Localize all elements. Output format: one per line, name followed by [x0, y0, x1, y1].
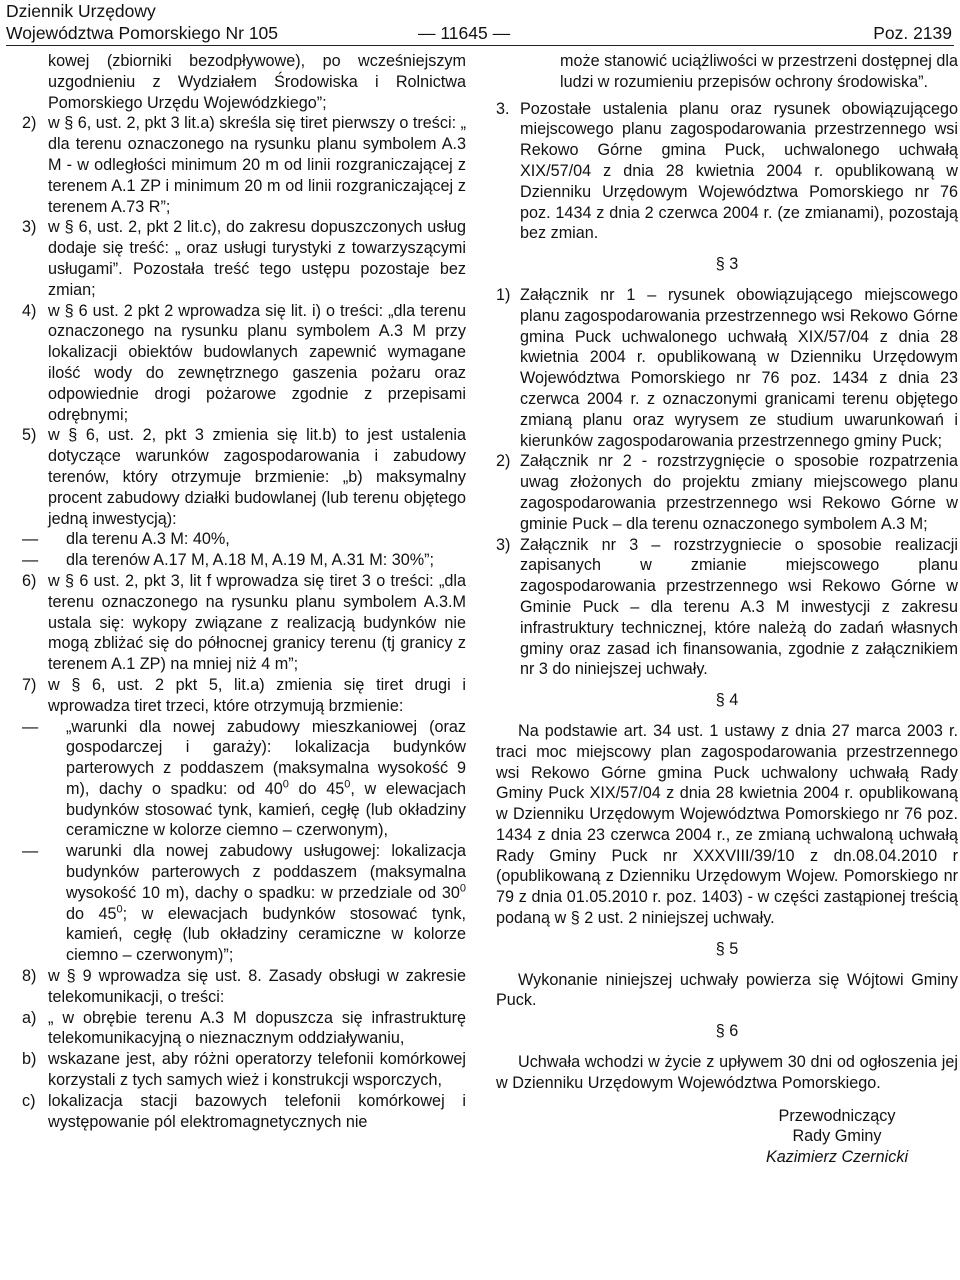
right-column — [496, 51, 958, 1168]
section-5-text: Wykonanie niniejszej uchwały powierza się Wójtowi Gminy Puck. — [496, 970, 958, 1010]
signature-name: Kazimierz Czernicki — [765, 1148, 909, 1167]
subitem-a — [22, 1008, 466, 1050]
subitem-text: wskazane jest, aby różni operatorzy telefonii komórkowej korzystali z tych samych wież i konstrukcji wsporczych, — [48, 1050, 466, 1090]
tiret-dash: — — [22, 551, 39, 570]
item-2 — [22, 113, 466, 217]
signature-title: Przewodniczący — [778, 1106, 896, 1125]
subitem-letter: a) — [22, 1008, 37, 1027]
subitem-text: lokalizacja stacji bazowych telefonii komórkowej i występowanie pól elektromagnetycznych nie — [48, 1091, 466, 1131]
item-number: 2) — [496, 452, 511, 471]
point-number: 3. — [496, 99, 510, 118]
item-number: 5) — [22, 426, 37, 445]
section-6-heading: § 6 — [715, 1022, 739, 1041]
tiret-a17m — [22, 550, 466, 571]
item-text: w § 9 wprowadza się ust. 8. Zasady obsługi w zakresie telekomunikacji, o treści: — [48, 967, 466, 1006]
signature-body: Rady Gminy — [792, 1127, 882, 1146]
signature-block — [716, 1106, 958, 1168]
continuation-text: kowej (zbiorniki bezodpływowe), po wcześniejszym uzgodnieniu z Wydziałem Środowiska i Rolnictwa Pomorskiego Urzędu Wojewódzkiego”; — [48, 52, 466, 112]
item-7 — [22, 675, 466, 717]
item-text: w § 6, ust. 2, pkt 3 lit.a) skreśla się tiret pierwszy o treści: „ dla terenu oznaczonego na rysunku planu symbolem A.3 M - w odległości minimum 20 m od linii rozgraniczającej z terenem A.1 ZP i minimum 20 m od linii rozgraniczającej z terenem A.73 R”; — [48, 114, 466, 216]
item-number: 3) — [22, 218, 37, 237]
item-number: 8) — [22, 967, 37, 986]
item-text: w § 6 ust. 2 pkt 2 wprowadza się lit. i) o treści: „dla terenu oznaczonego na rysunku planu symbolem A.3 M przy lokalizacji obiektów budowlanych zapewnić wymagane ilość wody do zewnętrznego gaszenia pożaru oraz odpowiednie drogi pożarowe zgodnie z przepisami odrębnymi; — [48, 301, 466, 424]
tiret-service — [22, 841, 466, 966]
attachment-3 — [496, 535, 958, 681]
point-text: Pozostałe ustalenia planu oraz rysunek obowiązującego miejscowego planu zagospodarowania przestrzennego wsi Rekowo Górne gmina Puck, uchwalonego uchwałą XIX/57/04 z dnia 28 kwietnia 2004 r. opublikowaną w Dzienniku Urzędowym Województwa Pomorskiego nr 76 poz. 1434 z dnia 2 czerwca 2004 r. (ze zmianami), pozostają bez zmian. — [520, 99, 958, 243]
item-5 — [22, 425, 466, 529]
tiret-text: dla terenu A.3 M: 40%, — [66, 530, 230, 549]
tiret-dash: — — [22, 842, 39, 861]
item-text: w § 6, ust. 2, pkt 3 zmienia się lit.b) to jest ustalenia dotyczące warunków zagospodarowania i zabudowy terenów, który otrzymuje brzmienie: „b) maksymalny procent zabudowy działki budowlanej (lub terenu objętego jedną inwestycją): — [48, 426, 466, 528]
item-number: 4) — [22, 301, 37, 320]
header-journal — [6, 0, 278, 44]
subitem-b — [22, 1049, 466, 1091]
item-3 — [22, 217, 466, 300]
item-text: Załącznik nr 1 – rysunek obowiązującego miejscowego planu zagospodarowania przestrzennego wsi Rekowo Górne gmina Puck uchwalonego uchwałą XIX/57/04 z dnia 28 kwietnia 2004 r. opublikowaną w Dzienniku Urzędowym Województwa Pomorskiego nr 76 poz. 1434 z dnia 23 czerwca 2004 r. z oznaczonymi granicami terenu objętego zmianą planu oraz wyrysem ze studium uwarunkowań i kierunków zagospodarowania przestrzennego gminy Puck; — [520, 285, 958, 450]
item-6 — [22, 571, 466, 675]
header-divider — [6, 45, 954, 46]
item-number: 7) — [22, 675, 37, 694]
item-number: 1) — [496, 285, 511, 304]
item-text: Załącznik nr 2 - rozstrzygnięcie o sposobie rozpatrzenia uwag złożonych do projektu zmiany miejscowego planu zagospodarowania przestrzennego wsi Rekowo Górne w gminie Puck – dla terenu oznaczonego symbolem A.3 M; — [520, 452, 958, 533]
section-4-text: Na podstawie art. 34 ust. 1 ustawy z dnia 27 marca 2003 r. traci moc miejscowy plan zagospodarowania przestrzennego wsi Rekowo Górne gmina Puck uchwalony uchwałą Rady Gminy Puck XIX/57/04 z dnia 28 kwietnia 2004 r. opublikowaną w Dzienniku Urzędowym Województwa Pomorskiego nr 76 poz. 1434 z dnia 23 czerwca 2004 r., ze zmianą uchwaloną uchwałą Rady Gminy Puck nr XXXVIII/39/10 z dn.08.04.2010 r (opublikowaną z Dzienniku Urzędowym Wojew. Pomorskiego nr 79 z dnia 01.05.2010 r. poz. 1403) - w części zastąpionej treścią podaną w § 2 ust. 2 niniejszej uchwały. — [496, 721, 958, 928]
tiret-a3m — [22, 529, 466, 550]
attachment-2 — [496, 451, 958, 534]
continuation-text: może stanowić uciążliwości w przestrzeni dostępnej dla ludzi w rozumieniu przepisów ochrony środowiska”. — [560, 52, 958, 91]
journal-issue: Województwa Pomorskiego Nr 105 — [6, 23, 279, 43]
attachment-1 — [496, 285, 958, 451]
point-3 — [496, 99, 958, 245]
item-number: 3) — [496, 535, 511, 554]
tiret-text: dla terenów A.17 M, A.18 M, A.19 M, A.31 M: 30%”; — [66, 551, 435, 570]
page-number: — 11645 — — [418, 23, 511, 43]
section-4-heading: § 4 — [715, 691, 739, 710]
journal-title: Dziennik Urzędowy — [6, 1, 156, 21]
section-5-heading: § 5 — [715, 939, 739, 958]
item-text: w § 6 ust. 2, pkt 3, lit f wprowadza się tiret 3 o treści: „dla terenu oznaczonego na rysunku planu symbolem A.3.M ustala się: wykopy związane z realizacją budynków nie mogą zbliżać się do północnej granicy terenu (tj granicy z terenem A.1 ZP) na mniej niż 4 m”; — [48, 571, 466, 674]
section-3-heading: § 3 — [715, 255, 739, 274]
item-text: w § 6, ust. 2, pkt 2 lit.c), do zakresu dopuszczonych usług dodaje się treść: „ oraz usługi turystyki z towarzyszącymi usługami”. Pozostała treść tego ustępu pozostaje bez zmian; — [48, 218, 466, 299]
tiret-dash: — — [22, 530, 39, 549]
item-4 — [22, 301, 466, 426]
item-8 — [22, 966, 466, 1008]
subitem-letter: b) — [22, 1050, 37, 1069]
tiret-text: „warunki dla nowej zabudowy mieszkaniowej (oraz gospodarczej i garaży): lokalizacja budynków parterowych z poddaszem (maksymalna wysokość 9 m), dachy o spadku: od $40^0$ do $45^0$, w elewacjach budynków stosować tynk, kamień, cegłę (lub okładziny ceramiczne w kolorze ciemno – czerwonym), — [66, 717, 466, 840]
position-number: Poz. 2139 — [873, 23, 952, 43]
item-text: Załącznik nr 3 – rozstrzygniecie o sposobie realizacji zapisanych w zmianie miejscowego planu zagospodarowania przestrzennego wsi Rekowo Górne w Gminie Puck – dla terenu A.3 M inwestycji z zakresu infrastruktury technicznej, które należą do zadań własnych gminy oraz zasad ich finansowania, zgodnie z załącznikiem nr 3 do niniejszej uchwały. — [520, 535, 958, 679]
tiret-residential — [22, 717, 466, 842]
item-text: w § 6, ust. 2 pkt 5, lit.a) zmienia się tiret drugi i wprowadza tiret trzeci, które otrzymują brzmienie: — [48, 675, 466, 715]
item-number: 2) — [22, 114, 37, 133]
left-column — [22, 51, 466, 1132]
subitem-text: „ w obrębie terenu A.3 M dopuszcza się infrastrukturę telekomunikacyjną o nieznacznym oddziaływaniu, — [48, 1008, 466, 1048]
tiret-text: warunki dla nowej zabudowy usługowej: lokalizacja budynków parterowych z poddaszem (maksymalna wysokość 10 m), dachy o spadku: w przedziale od $30^0$ do $45^0$; w elewacjach budynków stosować tynk, kamień, cegłę (lub okładziny ceramiczne w kolorze ciemno – czerwonym)”; — [66, 842, 467, 965]
subitem-c — [22, 1091, 466, 1133]
tiret-dash: — — [22, 717, 39, 736]
subitem-letter: c) — [22, 1091, 36, 1110]
section-6-text: Uchwała wchodzi w życie z upływem 30 dni od ogłoszenia jej w Dzienniku Urzędowym Województwa Pomorskiego. — [496, 1053, 958, 1092]
item-number: 6) — [22, 571, 37, 590]
